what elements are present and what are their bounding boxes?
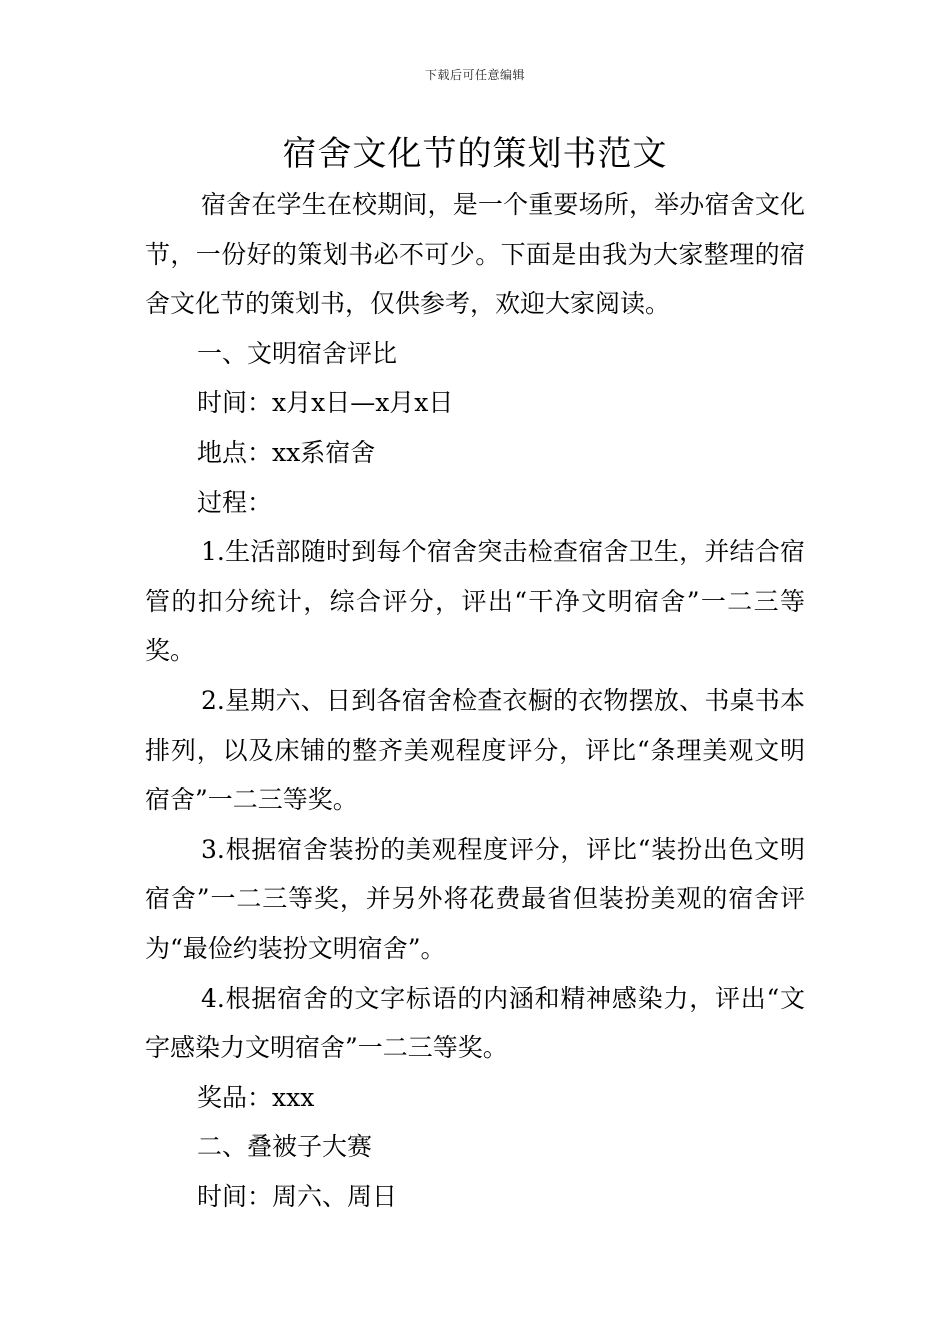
intro-paragraph: 宿舍在学生在校期间，是一个重要场所，举办宿舍文化节，一份好的策划书必不可少。下面是由我为大家整理的宿舍文化节的策划书，仅供参考，欢迎大家阅读。 bbox=[145, 190, 805, 319]
section-heading: 二、叠被子大赛 bbox=[197, 1132, 373, 1162]
process-item: 1.生活部随时到每个宿舍突击检查宿舍卫生，并结合宿管的扣分统计，综合评分，评出“干净文明宿舍”一二三等奖。 bbox=[145, 537, 805, 666]
event-time: 时间：x月x日—x月x日 bbox=[197, 388, 454, 418]
event-time: 时间：周六、周日 bbox=[197, 1181, 398, 1211]
document-body bbox=[145, 180, 805, 1221]
header-note: 下载后可任意编辑 bbox=[424, 68, 525, 82]
event-location: 地点：xx系宿舍 bbox=[197, 437, 376, 467]
document-title: 宿舍文化节的策划书范文 bbox=[282, 134, 668, 174]
process-item: 4.根据宿舍的文字标语的内涵和精神感染力，评出“文字感染力文明宿舍”一二三等奖。 bbox=[145, 983, 805, 1063]
prize-line: 奖品：xxx bbox=[197, 1082, 315, 1112]
process-item: 3.根据宿舍装扮的美观程度评分，评比“装扮出色文明宿舍”一二三等奖，并另外将花费最省但装扮美观的宿舍评为“最俭约装扮文明宿舍”。 bbox=[145, 834, 805, 963]
process-label: 过程： bbox=[197, 487, 273, 517]
process-item: 2.星期六、日到各宿舍检查衣橱的衣物摆放、书桌书本排列，以及床铺的整齐美观程度评分，评比“条理美观文明宿舍”一二三等奖。 bbox=[145, 685, 805, 815]
section-heading: 一、文明宿舍评比 bbox=[197, 338, 398, 368]
